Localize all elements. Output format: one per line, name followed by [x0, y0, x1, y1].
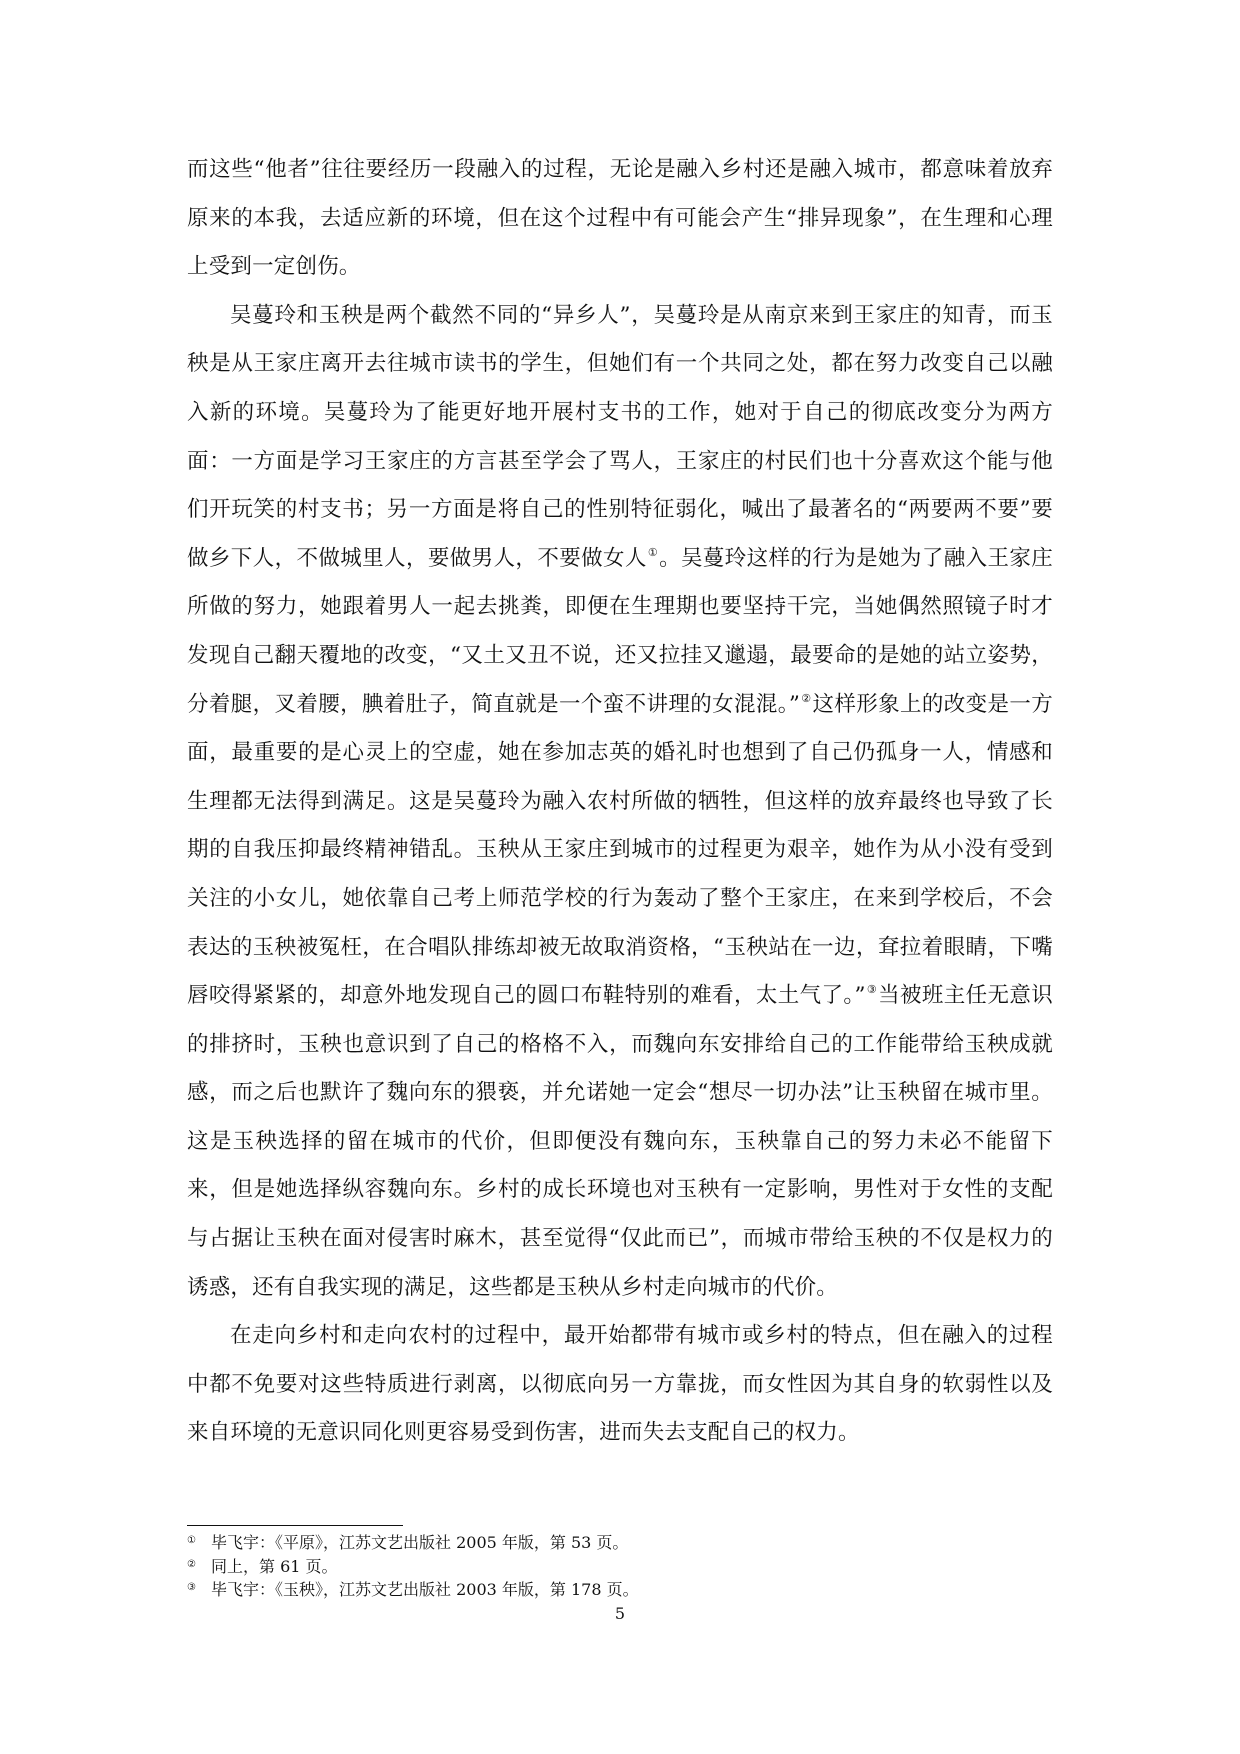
page-number: 5 — [614, 1604, 626, 1623]
footnote-ref-2[interactable]: ② — [801, 691, 812, 705]
footnote-ref-3[interactable]: ③ — [866, 983, 878, 997]
paragraph-2 — [187, 292, 1053, 1312]
footnote-ref-1[interactable]: ① — [647, 545, 659, 559]
footnote-text: 同上，第 61 页。 — [211, 1556, 338, 1576]
footnote-separator — [187, 1525, 403, 1526]
paragraph-2-part-4: 当被班主任无意识的排挤时，玉秧也意识到了自己的格格不入，而魏向东安排给自己的工作能带给玉秧成就感，而之后也默许了魏向东的猥亵，并允诺她一定会“想尽一切办法”让玉秧留在城市里。这是玉秧选择的留在城市的代价，但即便没有魏向东，玉秧靠自己的努力未必不能留下来，但是她选择纵容魏向东。乡村的成长环境也对玉秧有一定影响，男性对于女性的支配与占据让玉秧在面对侵害时麻木，甚至觉得“仅此而已”，而城市带给玉秧的不仅是权力的诱惑，还有自我实现的满足，这些都是玉秧从乡村走向城市的代价。 — [187, 983, 1053, 1300]
paragraph-2-part-1: 吴蔓玲和玉秧是两个截然不同的“异乡人”，吴蔓玲是从南京来到王家庄的知青，而玉秧是从王家庄离开去往城市读书的学生，但她们有一个共同之处，都在努力改变自己以融入新的环境。吴蔓玲为了能更好地开展村支书的工作，她对于自己的彻底改变分为两方面：一方面是学习王家庄的方言甚至学会了骂人，王家庄的村民们也十分喜欢这个能与他们开玩笑的村支书；另一方面是将自己的性别特征弱化，喊出了最著名的“两要两不要”要做乡下人，不做城里人，要做男人，不要做女人 — [187, 302, 1053, 571]
paragraph-2-part-2: 。吴蔓玲这样的行为是她为了融入王家庄所做的努力，她跟着男人一起去挑粪，即便在生理期也要坚持干完，当她偶然照镜子时才发现自己翻天覆地的改变，“又土又丑不说，还又拉挂又邋遢，最要命的是她的站立姿势，分着腿，叉着腰，腆着肚子，简直就是一个蛮不讲理的女混混。” — [187, 545, 1054, 717]
footnotes — [187, 1531, 1053, 1602]
body-text — [187, 146, 1053, 1458]
footnote-text: 毕飞宇：《玉秧》，江苏文艺出版社 2003 年版，第 178 页。 — [211, 1580, 639, 1599]
footnote-2: ② 同上，第 61 页。 — [187, 1556, 338, 1576]
paragraph-1: 而这些“他者”往往要经历一段融入的过程，无论是融入乡村还是融入城市，都意味着放弃原来的本我，去适应新的环境，但在这个过程中有可能会产生“排异现象”，在生理和心理上受到一定创伤。 — [187, 157, 1053, 280]
footnote-text: 毕飞宇：《平原》，江苏文艺出版社 2005 年版，第 53 页。 — [211, 1533, 629, 1552]
footnote-3: ③ 毕飞宇：《玉秧》，江苏文艺出版社 2003 年版，第 178 页。 — [187, 1580, 639, 1599]
paragraph-3: 在走向乡村和走向农村的过程中，最开始都带有城市或乡村的特点，但在融入的过程中都不免要对这些特质进行剥离，以彻底向另一方靠拢，而女性因为其自身的软弱性以及来自环境的无意识同化则更容易受到伤害，进而失去支配自己的权力。 — [187, 1323, 1053, 1446]
footnote-1: ① 毕飞宇：《平原》，江苏文艺出版社 2005 年版，第 53 页。 — [187, 1533, 629, 1552]
paragraph-2-part-3: 这样形象上的改变是一方面，最重要的是心灵上的空虚，她在参加志英的婚礼时也想到了自己仍孤身一人，情感和生理都无法得到满足。这是吴蔓玲为融入农村所做的牺牲，但这样的放弃最终也导致了长期的自我压抑最终精神错乱。玉秧从王家庄到城市的过程更为艰辛，她作为从小没有受到关注的小女儿，她依靠自己考上师范学校的行为轰动了整个王家庄，在来到学校后，不会表达的玉秧被冤枉，在合唱队排练却被无故取消资格，“玉秧站在一边，耷拉着眼睛，下嘴唇咬得紧紧的，却意外地发现自己的圆口布鞋特别的难看，太土气了。” — [187, 691, 1053, 1009]
